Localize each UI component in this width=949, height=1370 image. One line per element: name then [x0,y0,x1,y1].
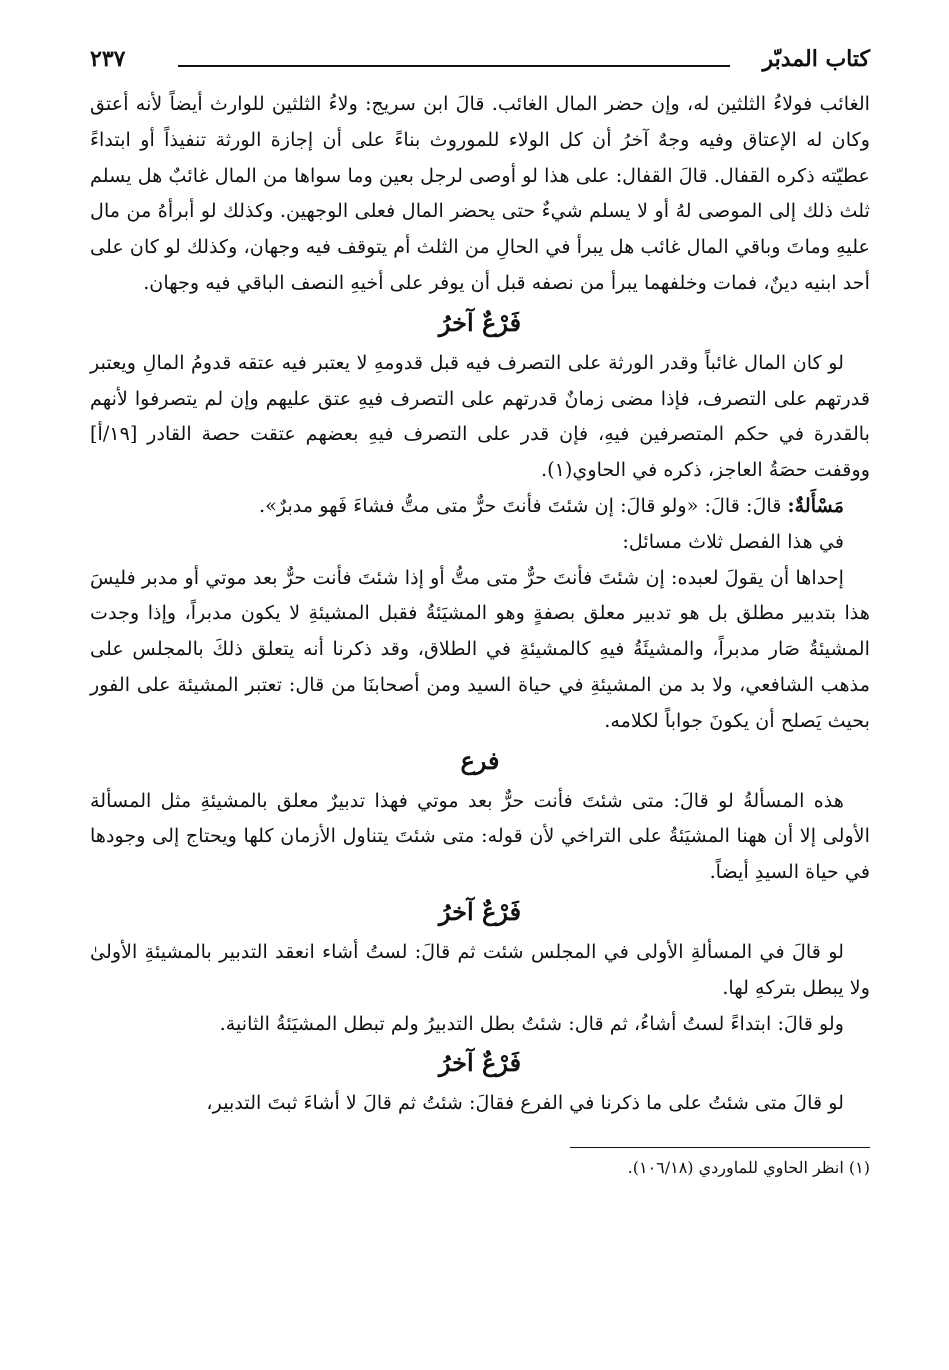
body-text [90,86,870,1121]
masala-text: قالَ: قالَ: «ولو قالَ: إن شئتَ فأنتَ حرٌّ متى متُّ فشاءَ فَهو مدبرٌ». [259,493,788,517]
page-header [90,40,870,86]
paragraph: لو قالَ في المسألةِ الأولى في المجلس شئت ثم قالَ: لستُ أشاء انعقد التدبير بالمشيئةِ الأولىٰ ولا يبطل بتركهِ لها. [90,939,870,999]
paragraph: هذه المسألةُ لو قالَ: متى شئتَ فأنت حرٌّ بعد موتي فهذا تدبيرٌ معلق بالمشيئةِ مثل المسألة الأولى إلا أن ههنا المشيَئةُ على التراخي لأن قوله: متى شئتَ يتناول الأزمان كلها ويحتاج إلى وجودها في حياة السيدِ أيضاً. [90,788,870,884]
masala-paragraph [90,488,870,524]
section-heading: فَرْعٌ آخرُ [438,1048,522,1078]
paragraph: لو كان المال غائباً وقدر الورثة على التصرف فيه قبل قدومهِ لا يعتبر فيه عتقه قدومُ المالِ ويعتبر قدرتهم على التصرف، فإذا مضى زمانٌ قدرتهم على التصرف فيهِ عتق عليهم وإن لم يتصرفوا لأنهم بالقدرة في حكم المتصرفين فيهِ، فإن قدر على التصرف فيهِ بعضهم عتقت حصة القادر [١٩/أ] ووقفت حصَةُ العاجز، ذكره في الحاوي(١). [90,350,870,482]
section-heading: فرع [460,745,500,775]
paragraph: إحداها أن يقولَ لعبده: إن شئتَ فأنتَ حرٌّ متى متُّ أو إذا شئتَ فأنت حرٌّ بعد موتي أو مدبر فليسَ هذا بتدبير مطلق بل هو تدبير معلق بصفةٍ وهو المشيَئةُ فقبل المشيئةِ لا يكون مدبراً، وإذا وجدت المشيئةُ صَار مدبراً، والمشيئَةُ فيهِ كالمشيئةِ في الطلاق، وقد ذكرنا أنه يتعلق ذلكَ بالمجلس على مذهب الشافعي، ولا بد من المشيئةِ في حياة السيد ومن أصحابنَا من قال: تعتبر المشيئة على الفور بحيث يَصلح أن يكونَ جواباً لكلامه. [90,565,870,732]
header-rule [178,65,730,67]
masala-label: مَسْأَلةٌ: [787,493,844,517]
paragraph: في هذا الفصل ثلاث مسائل: [622,529,844,553]
paragraph: الغائب فولاءُ الثلثين له، وإن حضر المال الغائب. قالَ ابن سريج: ولاءُ الثلثين للوارث أيضاً لأنه أعتق وكان له الإعتاق وفيه وجهٌ آخرُ أن كل الولاء للموروث بناءً على أن إجازة الورثة تنفيذاً أو ابتداءً عطيّته ذكره القفال. قالَ القفال: على هذا لو أوصى لرجل بعين وما سواها من المال غائبٌ هل يسلم ثلث ذلك إلى الموصى لهُ أو لا يسلم شيءٌ حتى يحضر المال فعلى الوجهين. وكذلك لو أبرأهُ من مال عليهِ وماتَ وباقي المال غائب هل يبرأ في الحالِ من الثلث أم يتوقف فيه وجهان، وكذلك لو كان على أحد ابنيه دينٌ، فمات وخلفهما يبرأ من نصفه قبل أن يوفر على أخيهِ النصف الباقي فيه وجهان. [90,92,870,294]
running-title: كتاب المدبّر [762,46,870,72]
book-page [90,40,870,1182]
paragraph: لو قالَ متى شئتُ على ما ذكرنا في الفرع فقالَ: شئتُ ثم قالَ لا أشاءَ ثبتَ التدبير، [206,1091,844,1115]
section-heading: فَرْعٌ آخرُ [438,307,522,337]
section-heading: فَرْعٌ آخرُ [438,896,522,926]
footnote-rule [570,1147,870,1148]
footnote: (١) انظر الحاوي للماوردي (١٠٦/١٨). [627,1158,870,1178]
page-number: ٢٣٧ [90,46,126,72]
paragraph: ولو قالَ: ابتداءً لستُ أشاءُ، ثم قال: شئتُ بطل التدبيرُ ولم تبطل المشيَئةُ الثانية. [219,1011,844,1035]
